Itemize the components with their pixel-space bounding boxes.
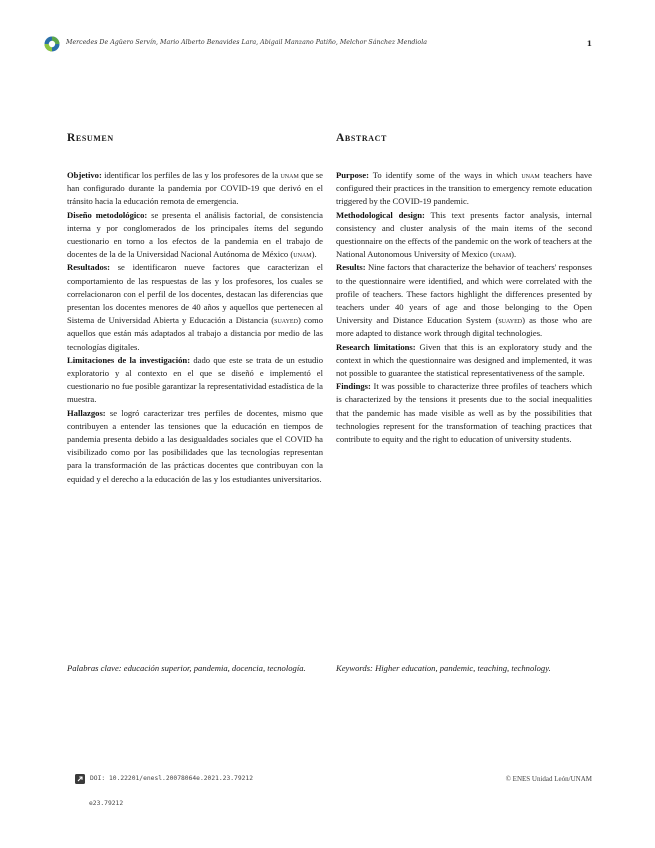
paragraph-text: ) as those who are more adapted to distance work through digital technologies. bbox=[336, 315, 592, 339]
external-link-icon bbox=[75, 774, 85, 784]
page-number: 1 bbox=[586, 39, 592, 48]
paragraph-label: Diseño metodológico: bbox=[67, 209, 148, 220]
paragraph-text: Given that this is an exploratory study and the context in which the questionnaire was designed and implemented, it was not possible to guarantee the statistical representativeness of the sample. bbox=[336, 341, 592, 379]
journal-logo-icon bbox=[44, 36, 60, 52]
palabras-clave: Palabras clave: educación superior, pandemia, docencia, tecnología. bbox=[67, 663, 306, 673]
resumen-body bbox=[67, 169, 323, 486]
paragraph-text: dado que este se trata de un estudio exploratorio y al contexto en el que se diseñó e implementó el cuestionario no fue posible garantizar la representatividad estadística de la muestra. bbox=[67, 354, 323, 405]
paragraph-text: This text presents factor analysis, internal consistency and cluster analysis of the main items of the second questionnaire on the effects of the pandemic on the work of teachers at the National Autonomous University of Mexico ( bbox=[336, 209, 592, 260]
resumen-title: Resumen bbox=[67, 132, 114, 144]
paragraph bbox=[336, 169, 592, 209]
doi-text: DOI: 10.22201/enesl.20078064e.2021.23.79212 bbox=[90, 775, 254, 782]
acronym: suayed bbox=[498, 315, 523, 326]
paragraph-text: Nine factors that characterize the behavior of teachers' responses to the questionnaire were identified, and which were correlated with the profile of teachers. These factors highlight the differences presented by teachers under 40 years of age and those belonging to the Open University and Distance Education System ( bbox=[336, 262, 592, 326]
header-authors: Mercedes De Agüero Servín, Mario Alberto Benavides Lara, Abigail Manzano Patiño, Melchor Sánchez Mendiola bbox=[66, 39, 427, 46]
paragraph-label: Purpose: bbox=[336, 170, 369, 180]
resumen-section bbox=[67, 132, 323, 486]
paragraph bbox=[67, 354, 323, 407]
paragraph bbox=[336, 209, 592, 262]
paragraph bbox=[67, 169, 323, 209]
acronym: unam bbox=[492, 249, 512, 260]
paragraph bbox=[67, 261, 323, 353]
paragraph-label: Findings: bbox=[336, 381, 371, 392]
paragraph-label: Hallazgos: bbox=[67, 407, 106, 418]
paragraph-text: identificar los perfiles de las y los profesores de la bbox=[101, 170, 281, 180]
acronym: unam bbox=[280, 170, 299, 180]
paragraph bbox=[336, 380, 592, 446]
abstract-section bbox=[336, 132, 592, 446]
paragraph-label: Objetivo: bbox=[67, 170, 102, 180]
paragraph-label: Limitaciones de la investigación: bbox=[67, 354, 191, 365]
abstract-title: Abstract bbox=[336, 132, 387, 144]
paragraph bbox=[67, 407, 323, 486]
abstract-body bbox=[336, 169, 592, 446]
paragraph bbox=[336, 261, 592, 340]
paragraph-text: se identificaron nueve factores que caracterizan el comportamiento de las respuestas de las y los profesores, los cuales se correlacionaron con el perfil de los docentes, destacan las diferencias que presentan los docentes menores de 40 años y aquellos que pertenecen al Sistema de Universidad Abierta y Educación a Distancia ( bbox=[67, 262, 323, 326]
paragraph-text: To identify some of the ways in which bbox=[368, 170, 522, 180]
paragraph bbox=[67, 209, 323, 262]
paragraph-label: Results: bbox=[336, 262, 366, 273]
article-id: e23.79212 bbox=[89, 800, 124, 807]
paragraph-text: que se han configurado durante la pandemia por COVID-19 que derivó en el tránsito hacia la educación remota de emergencia. bbox=[67, 170, 323, 207]
running-header bbox=[44, 36, 592, 52]
acronym: unam bbox=[293, 249, 312, 260]
copyright: © ENES Unidad León/UNAM bbox=[505, 775, 592, 783]
paragraph-text: se presenta el análisis factorial, de consistencia interna y por conglomerados de los principales ítems del segundo cuestionario en torno a los efectos de la pandemia en el trabajo de docentes de la de la Universidad Nacional Autónoma de México ( bbox=[67, 209, 323, 260]
paragraph-text: teachers have configured their practices in the transition to emergency remote education triggered by the COVID-19 pandemic. bbox=[336, 170, 592, 207]
paragraph bbox=[336, 341, 592, 381]
acronym: suayed bbox=[274, 315, 298, 326]
paragraph-text: It was possible to characterize three profiles of teachers which is characterized by the tensions it presents due to the social inequalities that the pandemic has made visible as well as by the possibilities that technologies represent for the transformation of teaching practices that contribute to equity and the right to education of university students. bbox=[336, 381, 592, 445]
paragraph-text: se logró caracterizar tres perfiles de docentes, mismo que contribuyen a entender las tensiones que la educación en tiempos de pandemia presenta debido a las desigualdades sociales que el COVID ha visibilizado como por las posibilidades que las tecnologías representan para la transformación de las prácticas docentes que contribuyan con la equidad y el derecho a la educación de las y los estudiantes universitarios. bbox=[67, 407, 323, 484]
paragraph-label: Resultados: bbox=[67, 262, 110, 273]
acronym: unam bbox=[521, 170, 540, 180]
paragraph-text: ) como aquellos que están más adaptados al trabajo a distancia por medio de las tecnologías digitales. bbox=[67, 315, 323, 352]
paragraph-label: Research limitations: bbox=[336, 341, 416, 352]
paragraph-text: ). bbox=[511, 249, 517, 260]
paragraph-label: Methodological design: bbox=[336, 209, 425, 220]
keywords: Keywords: Higher education, pandemic, teaching, technology. bbox=[336, 663, 551, 673]
paragraph-text: ). bbox=[311, 249, 317, 260]
